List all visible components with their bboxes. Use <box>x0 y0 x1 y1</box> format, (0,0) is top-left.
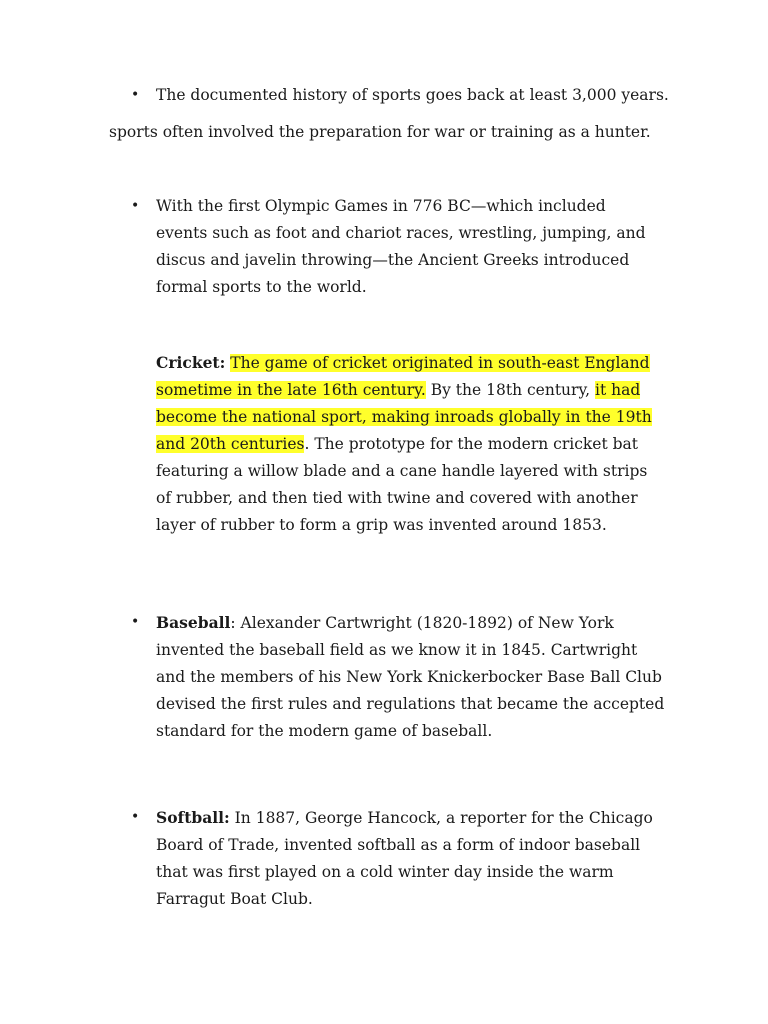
paragraph-text: sports often involved the preparation for war or training as a hunter. <box>109 123 651 141</box>
bullet-icon: • <box>131 87 140 103</box>
cricket-label: Cricket: <box>156 353 226 372</box>
cricket-highlight-national-sport: it had become the national sport, making inroads globally in the 19th and 20th centuries <box>156 381 652 453</box>
baseball-text: : Alexander Cartwright (1820-1892) of New York invented the baseball field as we know it in 1845. Cartwright and the members of his New York Knickerbocker Base Ball Club devised the first rules and regulations that became the accepted standard for the modern game of baseball. <box>156 614 665 740</box>
bullet-icon: • <box>131 614 140 630</box>
softball-text: In 1887, George Hancock, a reporter for the Chicago Board of Trade, invented softball as a form of indoor baseball that was first played on a cold winter day inside the warm Farragut Boat Club. <box>156 809 653 908</box>
softball-label: Softball: <box>156 808 230 827</box>
cricket-text-rest: . The prototype for the modern cricket bat featuring a willow blade and a cane handle layered with strips of rubber, and then tied with twine and covered with another layer of rubber to form a grip was invented around 1853. <box>156 435 648 534</box>
baseball-label: Baseball <box>156 613 231 632</box>
paragraph-cricket <box>156 349 666 539</box>
paragraph-olympics <box>156 193 656 301</box>
paragraph-sports-history <box>156 82 716 109</box>
cricket-highlight-origin: The game of cricket originated in south-east England sometime in the late 16th century. <box>156 354 650 399</box>
bullet-icon: • <box>131 809 140 825</box>
cricket-text-mid: By the 18th century, <box>430 381 591 399</box>
paragraph-softball <box>156 804 666 913</box>
paragraph-baseball <box>156 609 666 745</box>
paragraph-text: The documented history of sports goes back at least 3,000 years. <box>156 86 669 104</box>
paragraph-text: With the first Olympic Games in 776 BC—which included events such as foot and chariot races, wrestling, jumping, and discus and javelin throwing—the Ancient Greeks introduced formal sports to the world. <box>156 197 646 296</box>
bullet-icon: • <box>131 198 140 214</box>
paragraph-war-training <box>109 119 709 146</box>
